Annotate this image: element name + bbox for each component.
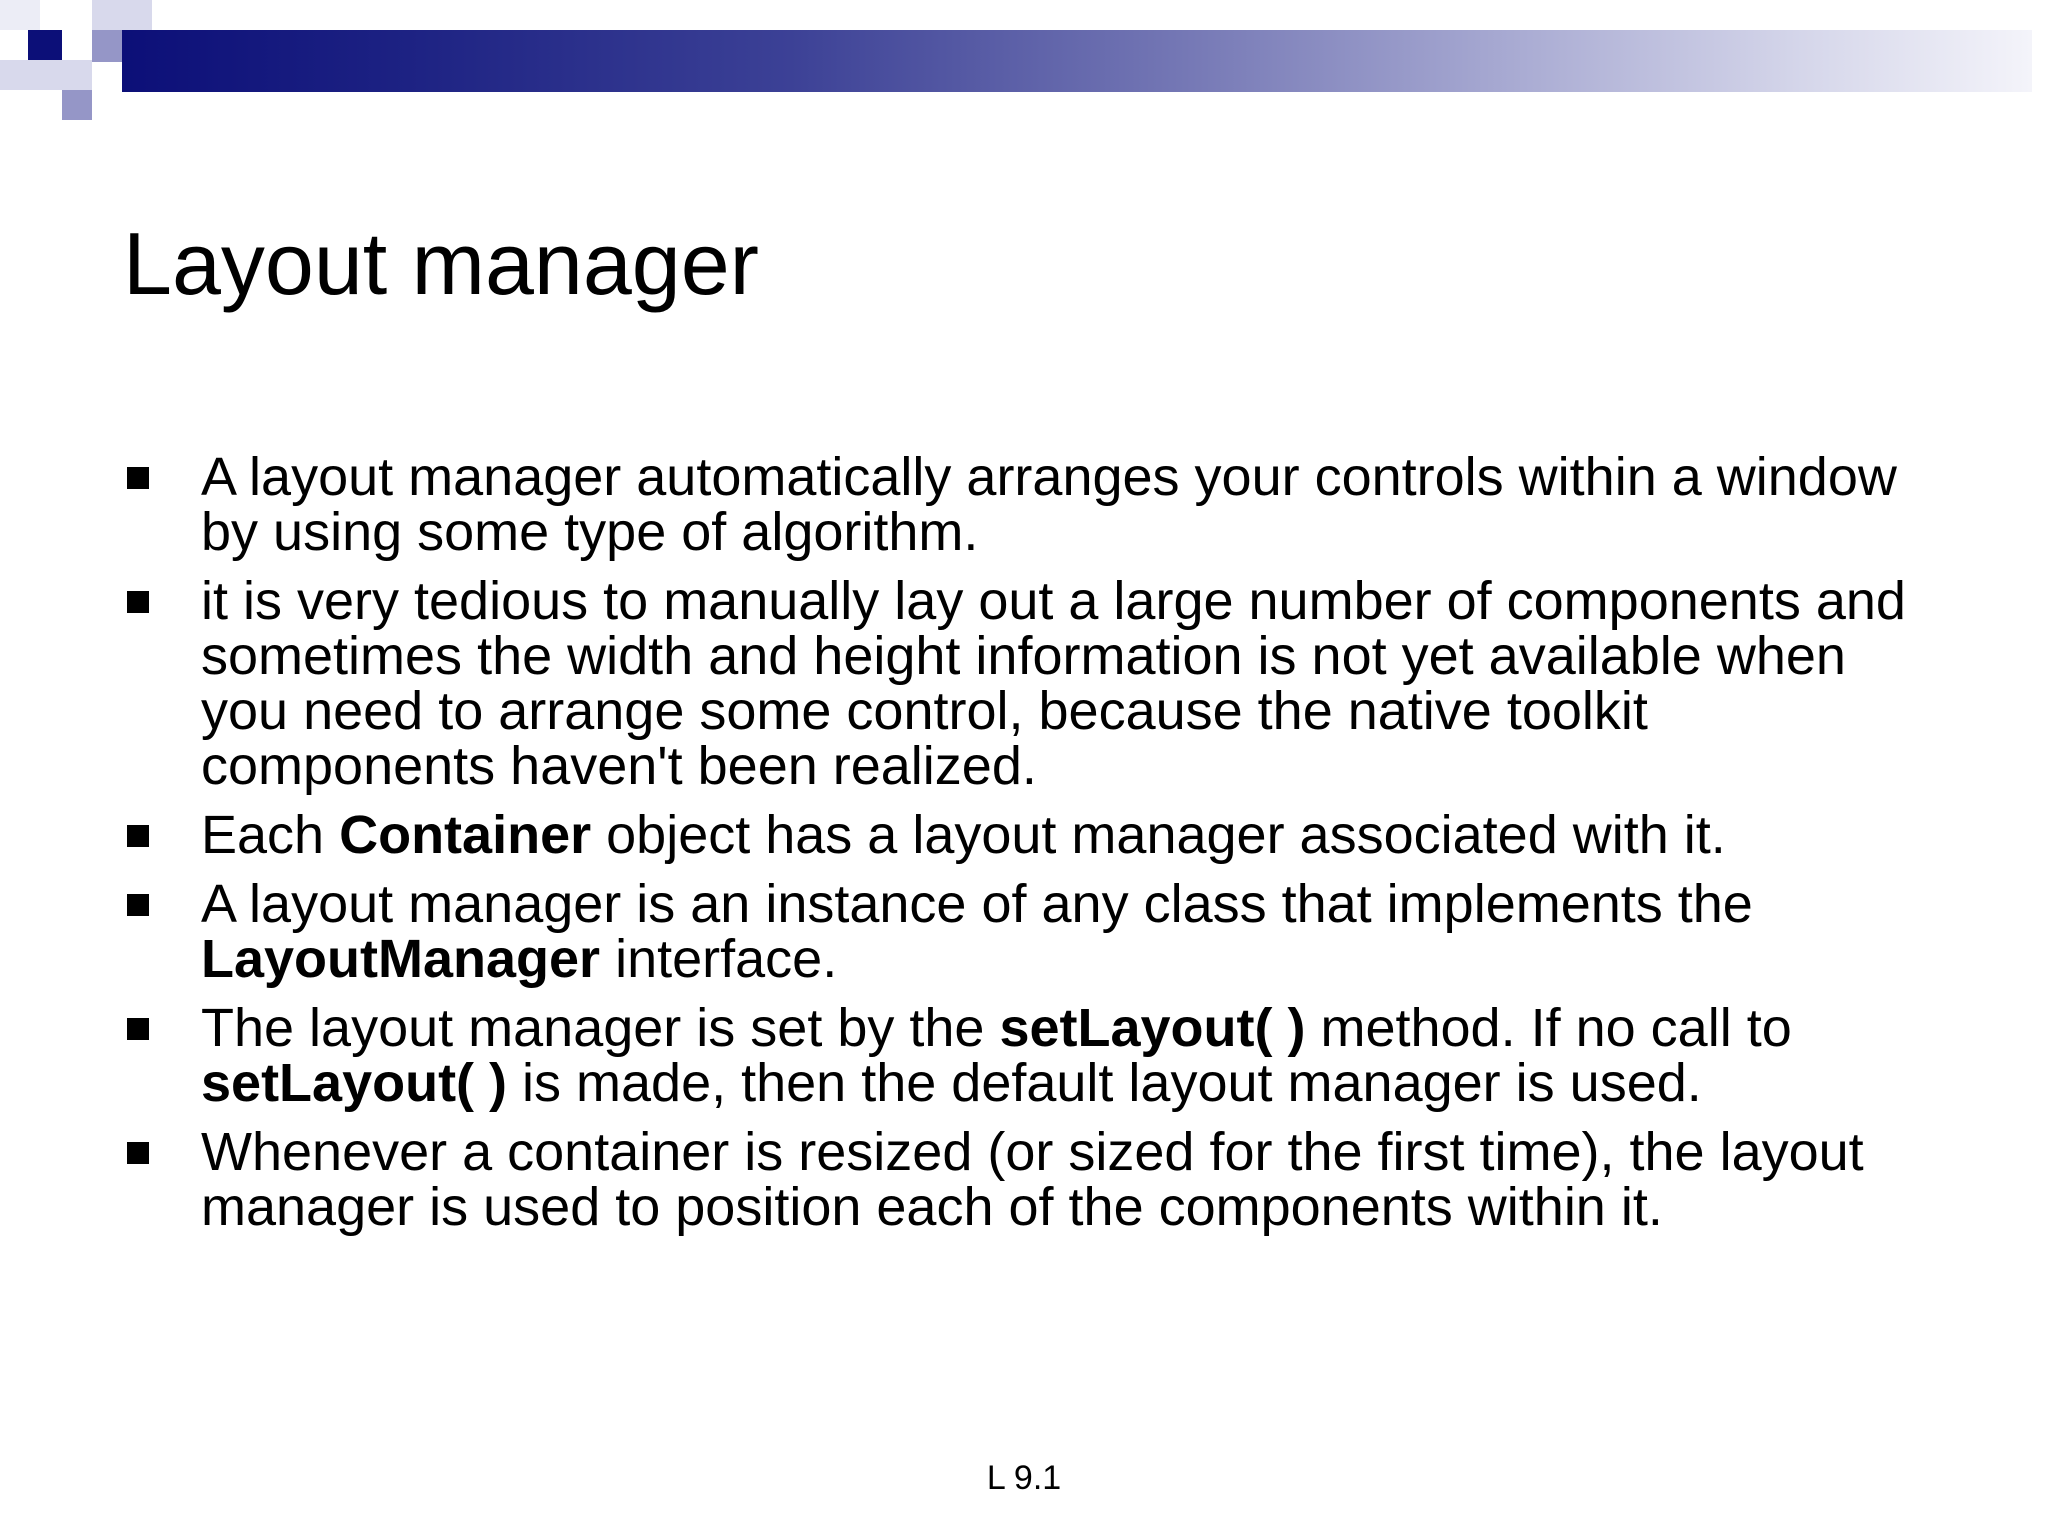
slide-footer: L 9.1: [986, 1459, 1062, 1497]
bullet-text: [201, 874, 1753, 989]
header-band: [122, 30, 2032, 92]
text-segment: interface.: [600, 929, 838, 989]
text-segment: method. If no call to: [1305, 998, 1792, 1058]
bold-term: setLayout( ): [999, 998, 1306, 1058]
bullet-text: [201, 1122, 1864, 1237]
text-segment: Each: [201, 805, 340, 865]
bullet-item: [123, 998, 1943, 1113]
text-segment: A layout manager is an instance of any class that implements the: [201, 874, 1753, 934]
bullet-text: [201, 571, 1906, 796]
bullet-text: [201, 998, 1792, 1113]
text-segment: it is very tedious to manually lay out a large number of components and sometimes the width and height information is not yet available when you need to arrange some control, because the native toolkit components haven't been realized.: [201, 571, 1906, 796]
text-segment: is made, then the default layout manager is used.: [507, 1053, 1702, 1113]
bullet-item: [123, 571, 1943, 796]
bold-term: setLayout( ): [201, 1053, 508, 1113]
square-bullet-icon: [127, 1018, 149, 1040]
bullet-text: [201, 447, 1897, 562]
bullet-item: [123, 447, 1943, 562]
bullet-item: [123, 805, 1943, 865]
square-bullet-icon: [127, 591, 149, 613]
bold-term: Container: [339, 805, 592, 865]
text-segment: object has a layout manager associated with it.: [591, 805, 1726, 865]
square-bullet-icon: [127, 894, 149, 916]
text-segment: A layout manager automatically arranges your controls within a window by using some type of algorithm.: [201, 447, 1897, 562]
bold-term: LayoutManager: [201, 929, 601, 989]
square-bullet-icon: [127, 1142, 149, 1164]
bullet-item: [123, 1122, 1943, 1237]
square-bullet-icon: [127, 467, 149, 489]
text-segment: The layout manager is set by the: [201, 998, 1000, 1058]
text-segment: Whenever a container is resized (or sized for the first time), the layout manager is used to position each of the components within it.: [201, 1122, 1864, 1237]
square-bullet-icon: [127, 825, 149, 847]
bullet-list: [123, 447, 1943, 1249]
bullet-text: [201, 805, 1726, 865]
bullet-item: [123, 874, 1943, 989]
slide-title: Layout manager: [123, 214, 759, 313]
